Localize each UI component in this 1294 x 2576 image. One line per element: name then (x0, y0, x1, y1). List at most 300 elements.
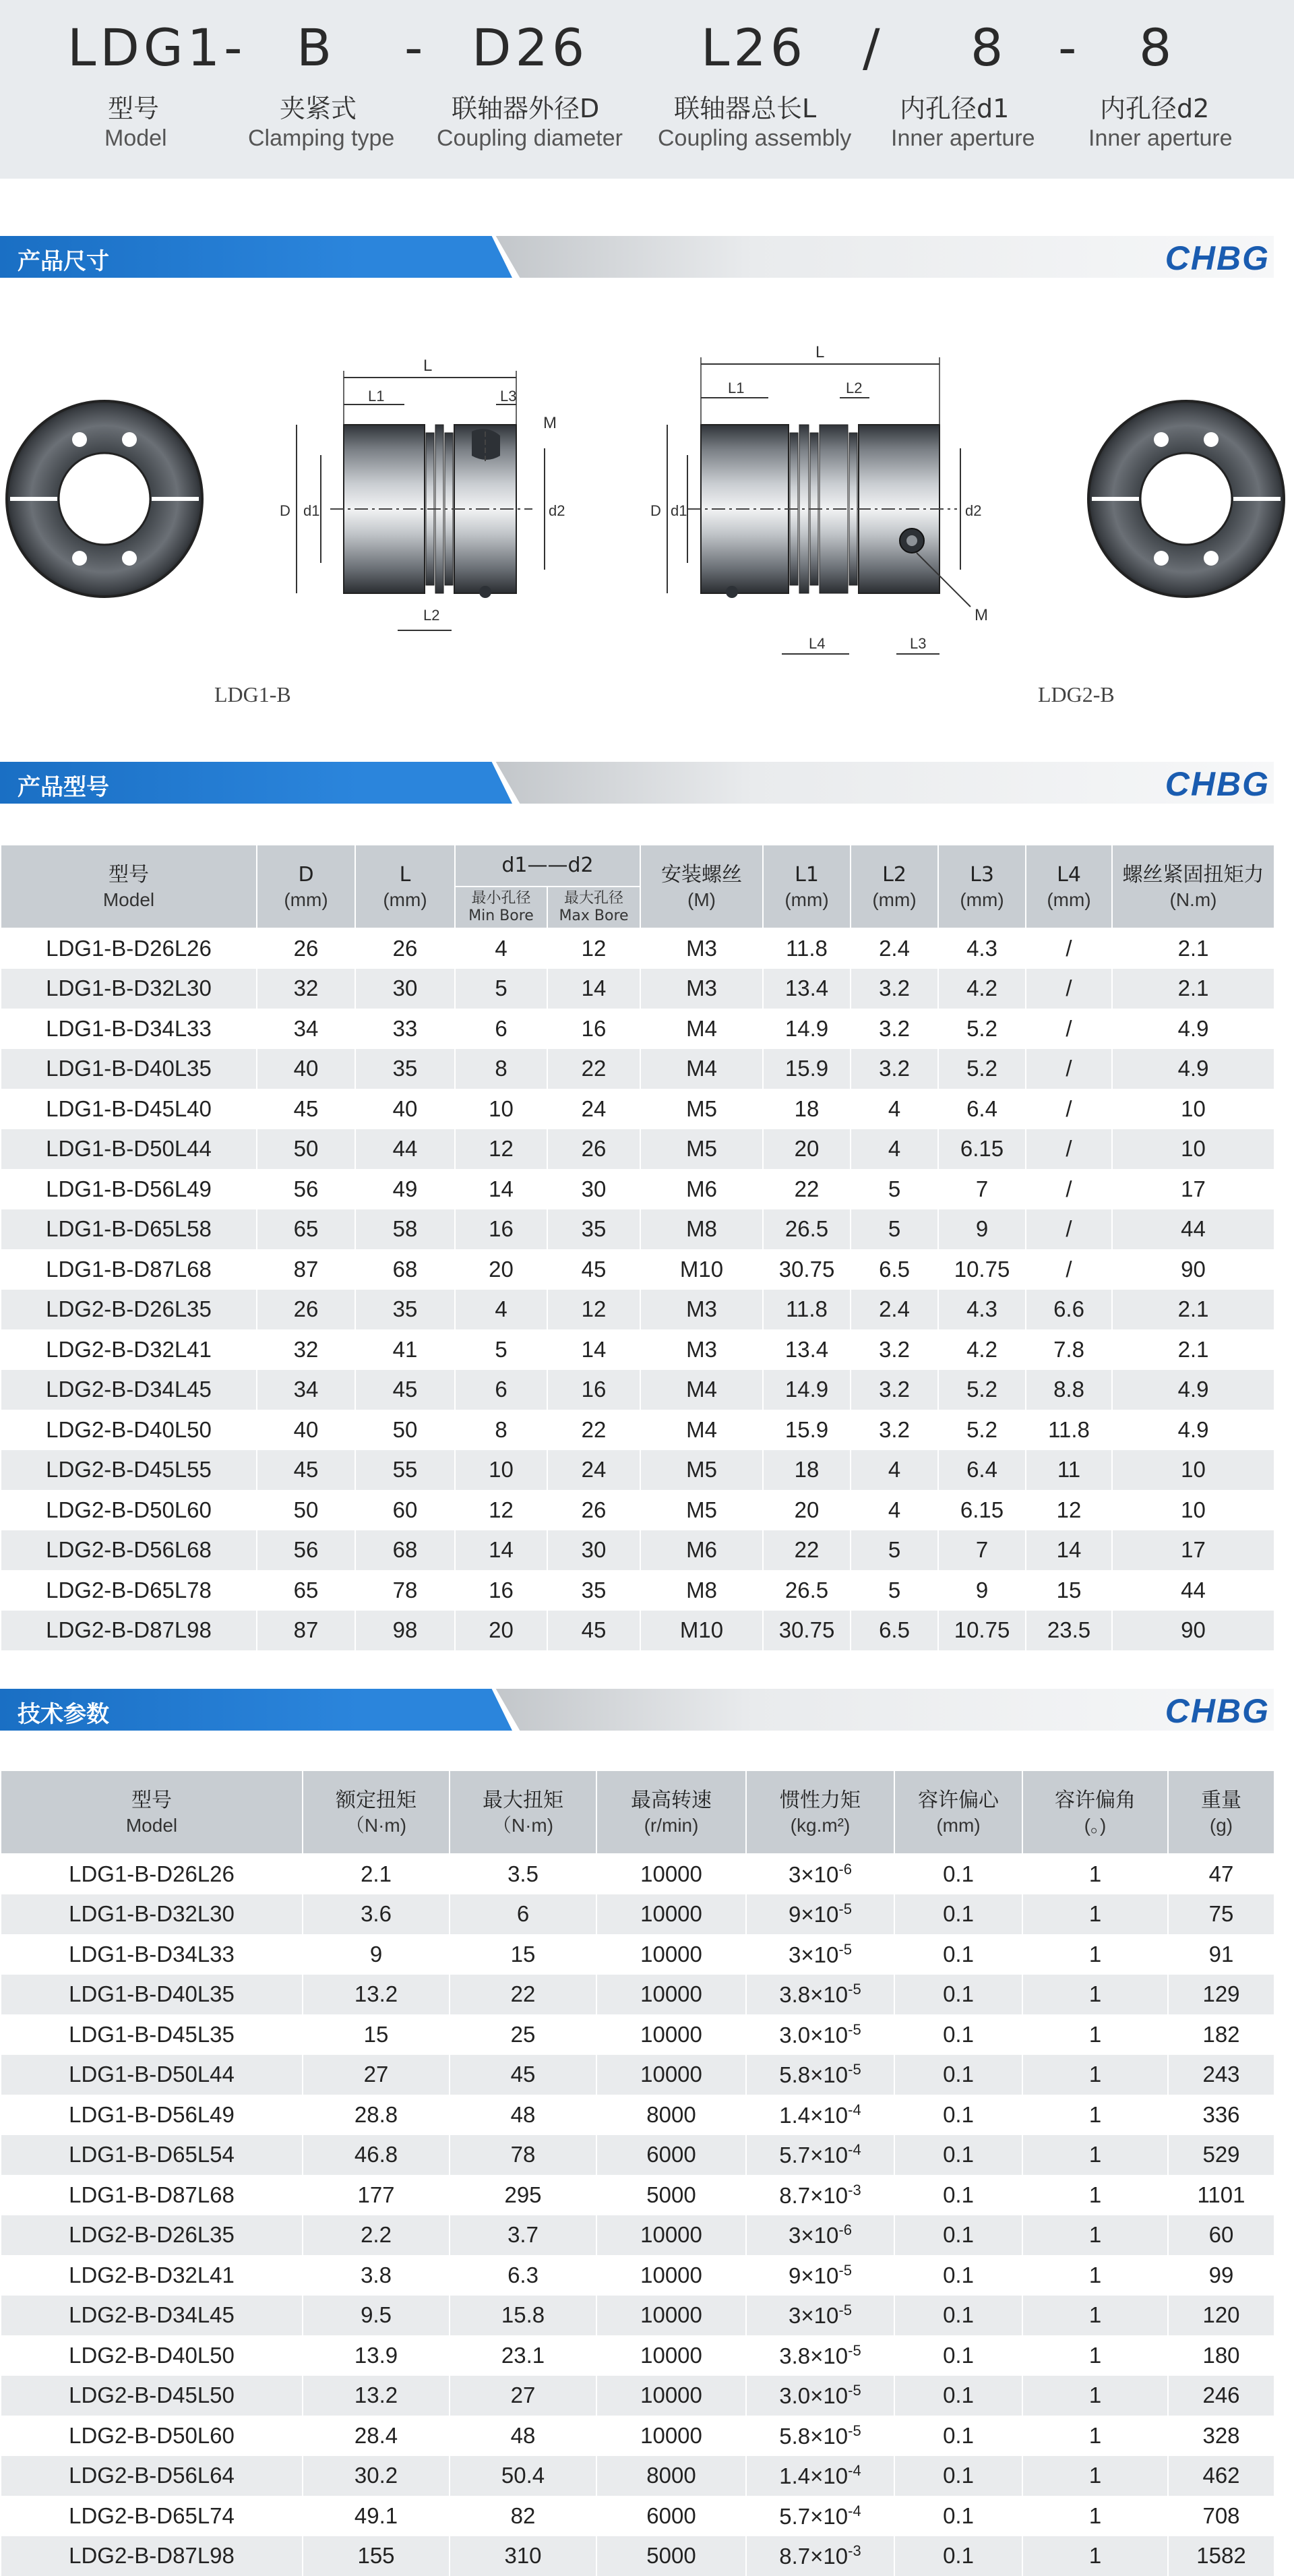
code-label-model: 型号 (108, 94, 160, 123)
cell-screw: M4 (640, 1049, 763, 1089)
inertia-exponent: -5 (848, 2341, 861, 2359)
cell-model: LDG1-B-D87L68 (1, 1249, 257, 1290)
dim-label-L4-right: L4 (809, 635, 826, 652)
cell-screw: M5 (640, 1129, 763, 1170)
cell-rated-torque: 27 (303, 2055, 450, 2095)
table-row (1, 2014, 1274, 2055)
th-rated-torque: 额定扭矩 （N·m) (303, 1770, 450, 1854)
cell-eccentricity: 0.1 (894, 2335, 1022, 2376)
cell-model: LDG1-B-D87L68 (1, 2175, 303, 2215)
th-max-torque: 最大扭矩 （N·m) (450, 1770, 596, 1854)
cell-L2: 2.4 (851, 928, 938, 969)
inertia-exponent: -4 (848, 2462, 861, 2480)
table-row (1, 2215, 1274, 2256)
dim-label-L3-left: L3 (500, 388, 517, 405)
cell-L: 50 (355, 1410, 455, 1450)
cell-eccentricity: 0.1 (894, 1854, 1022, 1894)
cell-L3: 5.2 (938, 1370, 1026, 1410)
cell-max-torque: 45 (450, 2055, 596, 2095)
cell-max-bore: 24 (547, 1089, 640, 1129)
cell-L: 68 (355, 1249, 455, 1290)
table-row (1, 1410, 1274, 1450)
cell-max-torque: 15 (450, 1934, 596, 1975)
table-row (1, 1169, 1274, 1209)
cell-min-bore: 6 (455, 1370, 547, 1410)
cell-weight: 1101 (1168, 2175, 1274, 2215)
cell-rated-torque: 13.2 (303, 2376, 450, 2416)
cell-eccentricity: 0.1 (894, 2496, 1022, 2536)
section-title-dimensions: 产品尺寸 (18, 248, 109, 275)
cell-inertia (746, 1934, 894, 1975)
cell-model: LDG2-B-D34L45 (1, 1370, 257, 1410)
caption-ldg1: LDG1-B (214, 682, 291, 707)
cell-rated-torque: 9.5 (303, 2296, 450, 2336)
cell-weight: 708 (1168, 2496, 1274, 2536)
cell-D: 34 (257, 1009, 355, 1049)
cell-rated-torque: 15 (303, 2014, 450, 2055)
cell-L1: 11.8 (763, 928, 851, 969)
cell-eccentricity: 0.1 (894, 2215, 1022, 2256)
cell-max-speed: 8000 (596, 2456, 746, 2496)
section-bar-models (0, 762, 1294, 806)
table-row (1, 1490, 1274, 1530)
cell-model: LDG2-B-D50L60 (1, 1490, 257, 1530)
cell-L2: 3.2 (851, 1009, 938, 1049)
table-row (1, 2496, 1274, 2536)
cell-angle: 1 (1022, 2175, 1168, 2215)
cell-model: LDG1-B-D45L35 (1, 2014, 303, 2055)
cell-L: 26 (355, 928, 455, 969)
cell-max-bore: 30 (547, 1169, 640, 1209)
cell-screw: M8 (640, 1209, 763, 1250)
cell-rated-torque: 9 (303, 1934, 450, 1975)
cell-torque: 44 (1112, 1209, 1274, 1250)
table-row (1, 1009, 1274, 1049)
cell-max-speed: 6000 (596, 2496, 746, 2536)
cell-max-bore: 30 (547, 1530, 640, 1571)
cell-L4: / (1026, 1129, 1112, 1170)
cell-rated-torque: 3.8 (303, 2255, 450, 2296)
inertia-base: 5.8×10 (779, 2062, 849, 2088)
cell-L1: 13.4 (763, 1329, 851, 1370)
cell-L1: 13.4 (763, 969, 851, 1009)
cell-model: LDG2-B-D56L64 (1, 2456, 303, 2496)
inertia-base: 9×10 (789, 1902, 839, 1927)
cell-weight: 75 (1168, 1894, 1274, 1935)
cell-rated-torque: 2.1 (303, 1854, 450, 1894)
cell-torque: 10 (1112, 1089, 1274, 1129)
cell-min-bore: 12 (455, 1129, 547, 1170)
dim-label-L1-left: L1 (368, 388, 385, 405)
cell-screw: M8 (640, 1570, 763, 1611)
dim-label-M-right: M (975, 606, 988, 624)
cell-model: LDG2-B-D50L60 (1, 2416, 303, 2456)
cell-L4: 11 (1026, 1450, 1112, 1491)
cell-eccentricity: 0.1 (894, 2296, 1022, 2336)
cell-rated-torque: 49.1 (303, 2496, 450, 2536)
cell-max-speed: 10000 (596, 2296, 746, 2336)
cell-L4: / (1026, 1249, 1112, 1290)
cell-max-speed: 10000 (596, 1894, 746, 1935)
cell-L4: 8.8 (1026, 1370, 1112, 1410)
cell-L2: 4 (851, 1089, 938, 1129)
cell-angle: 1 (1022, 1894, 1168, 1935)
cell-max-bore: 16 (547, 1370, 640, 1410)
cell-L4: / (1026, 928, 1112, 969)
cell-max-speed: 10000 (596, 2416, 746, 2456)
table-row (1, 2416, 1274, 2456)
cell-max-bore: 22 (547, 1410, 640, 1450)
cell-L1: 26.5 (763, 1209, 851, 1250)
dim-label-D-right: D (650, 502, 661, 519)
cell-max-bore: 26 (547, 1129, 640, 1170)
cell-model: LDG2-B-D65L74 (1, 2496, 303, 2536)
th-screw: 安装螺丝 (M) (640, 845, 763, 928)
cell-D: 56 (257, 1169, 355, 1209)
cell-weight: 120 (1168, 2296, 1274, 2336)
cell-L2: 5 (851, 1209, 938, 1250)
cell-L3: 6.15 (938, 1490, 1026, 1530)
cell-max-speed: 10000 (596, 2014, 746, 2055)
code-part-dash: - (404, 18, 427, 78)
cell-L1: 20 (763, 1129, 851, 1170)
cell-model: LDG1-B-D65L54 (1, 2135, 303, 2176)
inertia-base: 1.4×10 (779, 2102, 849, 2128)
cell-max-torque: 27 (450, 2376, 596, 2416)
cell-D: 50 (257, 1129, 355, 1170)
cell-L3: 7 (938, 1530, 1026, 1571)
cell-L1: 20 (763, 1490, 851, 1530)
cell-min-bore: 4 (455, 1290, 547, 1330)
cell-L4: / (1026, 1209, 1112, 1250)
th-L1: L1 (mm) (763, 845, 851, 928)
cell-max-torque: 78 (450, 2135, 596, 2176)
table-row (1, 1934, 1274, 1975)
cell-min-bore: 5 (455, 969, 547, 1009)
cell-max-speed: 6000 (596, 2135, 746, 2176)
cell-torque: 90 (1112, 1249, 1274, 1290)
dim-label-L2-right: L2 (846, 380, 863, 396)
cell-screw: M4 (640, 1410, 763, 1450)
dim-label-L-right: L (815, 343, 825, 361)
cell-inertia (746, 2215, 894, 2256)
code-label-clamp-en: Clamping type (248, 125, 395, 151)
cell-max-bore: 45 (547, 1249, 640, 1290)
cell-L: 35 (355, 1049, 455, 1089)
table-row (1, 1854, 1274, 1894)
cell-max-bore: 35 (547, 1570, 640, 1611)
cell-max-speed: 10000 (596, 2215, 746, 2256)
cell-model: LDG2-B-D45L50 (1, 2376, 303, 2416)
inertia-base: 8.7×10 (779, 2182, 849, 2208)
cell-max-bore: 12 (547, 1290, 640, 1330)
cell-screw: M4 (640, 1009, 763, 1049)
cell-torque: 10 (1112, 1450, 1274, 1491)
th-L3: L3 (mm) (938, 845, 1026, 928)
cell-model: LDG2-B-D87L98 (1, 1611, 257, 1651)
cell-L3: 5.2 (938, 1410, 1026, 1450)
brand-logo: CHBG (1165, 1692, 1270, 1730)
cell-L1: 11.8 (763, 1290, 851, 1330)
cell-angle: 1 (1022, 2296, 1168, 2336)
table-row (1, 1894, 1274, 1935)
cell-rated-torque: 155 (303, 2536, 450, 2576)
inertia-exponent: -5 (848, 2382, 861, 2399)
inertia-exponent: -3 (848, 2181, 861, 2198)
cell-L4: 12 (1026, 1490, 1112, 1530)
table-row (1, 2376, 1274, 2416)
cell-model: LDG2-B-D26L35 (1, 1290, 257, 1330)
cell-weight: 180 (1168, 2335, 1274, 2376)
th-model: 型号 Model (1, 1770, 303, 1854)
cell-max-torque: 6.3 (450, 2255, 596, 2296)
code-label-d2-en: Inner aperture (1088, 125, 1233, 151)
cell-eccentricity: 0.1 (894, 2135, 1022, 2176)
code-label-d2: 内孔径d2 (1100, 94, 1210, 123)
cell-L1: 26.5 (763, 1570, 851, 1611)
cell-min-bore: 16 (455, 1570, 547, 1611)
dim-label-d1-left: d1 (303, 502, 320, 519)
cell-inertia (746, 1854, 894, 1894)
cell-max-speed: 8000 (596, 2095, 746, 2135)
cell-L1: 14.9 (763, 1370, 851, 1410)
table-row (1, 1290, 1274, 1330)
code-label-d1-en: Inner aperture (891, 125, 1035, 151)
table-row (1, 2135, 1274, 2176)
cell-L: 98 (355, 1611, 455, 1651)
cell-L4: / (1026, 1049, 1112, 1089)
cell-eccentricity: 0.1 (894, 2456, 1022, 2496)
cell-L: 35 (355, 1290, 455, 1330)
inertia-exponent: -5 (848, 2061, 861, 2078)
inertia-exponent: -5 (848, 2020, 861, 2038)
cell-screw: M10 (640, 1249, 763, 1290)
cell-min-bore: 20 (455, 1249, 547, 1290)
cell-max-torque: 48 (450, 2416, 596, 2456)
cell-max-torque: 25 (450, 2014, 596, 2055)
cell-weight: 336 (1168, 2095, 1274, 2135)
section-bar-dimensions (0, 236, 1294, 280)
cell-L: 45 (355, 1370, 455, 1410)
cell-max-torque: 82 (450, 2496, 596, 2536)
cell-torque: 2.1 (1112, 1329, 1274, 1370)
dim-label-L1-right: L1 (728, 380, 745, 396)
table-row (1, 2335, 1274, 2376)
cell-screw: M3 (640, 928, 763, 969)
th-L2: L2 (mm) (851, 845, 938, 928)
cell-L3: 9 (938, 1209, 1026, 1250)
inertia-exponent: -4 (848, 2141, 861, 2159)
cell-max-torque: 310 (450, 2536, 596, 2576)
table-row (1, 2296, 1274, 2336)
table-row (1, 2456, 1274, 2496)
cell-inertia (746, 2296, 894, 2336)
cell-screw: M6 (640, 1169, 763, 1209)
coupling-drawing (0, 290, 1294, 728)
inertia-exponent: -5 (838, 1940, 852, 1958)
cell-model: LDG2-B-D26L35 (1, 2215, 303, 2256)
cell-weight: 243 (1168, 2055, 1274, 2095)
cell-model: LDG1-B-D40L35 (1, 1049, 257, 1089)
cell-angle: 1 (1022, 1854, 1168, 1894)
cell-L3: 4.2 (938, 969, 1026, 1009)
inertia-base: 3×10 (789, 2303, 839, 2329)
cell-L: 60 (355, 1490, 455, 1530)
cell-eccentricity: 0.1 (894, 2055, 1022, 2095)
table-row (1, 2055, 1274, 2095)
code-label-length: 联轴器总长L (674, 94, 817, 123)
cell-L4: 11.8 (1026, 1410, 1112, 1450)
cell-max-torque: 15.8 (450, 2296, 596, 2336)
th-eccentricity: 容许偏心 (mm) (894, 1770, 1022, 1854)
inertia-exponent: -5 (848, 2422, 861, 2439)
inertia-exponent: -6 (838, 2221, 852, 2239)
cell-L1: 30.75 (763, 1611, 851, 1651)
cell-L2: 6.5 (851, 1249, 938, 1290)
cell-L4: 7.8 (1026, 1329, 1112, 1370)
cell-L1: 15.9 (763, 1410, 851, 1450)
cell-angle: 1 (1022, 2215, 1168, 2256)
cell-max-bore: 12 (547, 928, 640, 969)
side-view-ldg2 (650, 343, 988, 654)
cell-inertia (746, 2376, 894, 2416)
cell-model: LDG1-B-D32L30 (1, 1894, 303, 1935)
cell-max-bore: 35 (547, 1209, 640, 1250)
cell-L2: 3.2 (851, 969, 938, 1009)
inertia-base: 3×10 (789, 1862, 839, 1888)
th-max-speed: 最高转速 (r/min) (596, 1770, 746, 1854)
cell-max-torque: 50.4 (450, 2456, 596, 2496)
cell-max-torque: 48 (450, 2095, 596, 2135)
cell-max-speed: 10000 (596, 1934, 746, 1975)
cell-L: 68 (355, 1530, 455, 1571)
cell-min-bore: 20 (455, 1611, 547, 1651)
cell-weight: 1582 (1168, 2536, 1274, 2576)
cell-inertia (746, 1894, 894, 1935)
cell-eccentricity: 0.1 (894, 1934, 1022, 1975)
cell-model: LDG1-B-D65L58 (1, 1209, 257, 1250)
brand-logo: CHBG (1165, 765, 1270, 803)
cell-L1: 30.75 (763, 1249, 851, 1290)
cell-min-bore: 6 (455, 1009, 547, 1049)
inertia-base: 3.8×10 (779, 2343, 849, 2368)
cell-D: 40 (257, 1049, 355, 1089)
inertia-exponent: -5 (838, 1900, 852, 1918)
cell-min-bore: 14 (455, 1530, 547, 1571)
cell-L: 58 (355, 1209, 455, 1250)
cell-max-torque: 6 (450, 1894, 596, 1935)
cell-D: 56 (257, 1530, 355, 1571)
cell-L4: / (1026, 1089, 1112, 1129)
cell-min-bore: 4 (455, 928, 547, 969)
th-L4: L4 (mm) (1026, 845, 1112, 928)
cell-D: 40 (257, 1410, 355, 1450)
cell-model: LDG1-B-D40L35 (1, 1975, 303, 2015)
cell-L: 55 (355, 1450, 455, 1491)
th-max-bore: 最大孔径 Max Bore (547, 887, 640, 928)
cell-L2: 2.4 (851, 1290, 938, 1330)
table-row (1, 2175, 1274, 2215)
cell-max-bore: 24 (547, 1450, 640, 1491)
end-view-right (1088, 401, 1284, 597)
th-angle: 容许偏角 (。) (1022, 1770, 1168, 1854)
cell-max-torque: 3.5 (450, 1854, 596, 1894)
cell-angle: 1 (1022, 2376, 1168, 2416)
cell-model: LDG1-B-D56L49 (1, 2095, 303, 2135)
cell-angle: 1 (1022, 2456, 1168, 2496)
th-inertia: 惯性力矩 (kg.m²) (746, 1770, 894, 1854)
cell-L3: 5.2 (938, 1049, 1026, 1089)
table-row (1, 1975, 1274, 2015)
cell-rated-torque: 28.8 (303, 2095, 450, 2135)
cell-torque: 4.9 (1112, 1049, 1274, 1089)
table-row (1, 1089, 1274, 1129)
cell-rated-torque: 30.2 (303, 2456, 450, 2496)
cell-L3: 6.4 (938, 1089, 1026, 1129)
cell-angle: 1 (1022, 2416, 1168, 2456)
th-min-bore: 最小孔径 Min Bore (455, 887, 547, 928)
th-D: D (mm) (257, 845, 355, 928)
side-view-ldg1 (280, 357, 565, 630)
code-label-d1: 内孔径d1 (900, 94, 1010, 123)
cell-L3: 10.75 (938, 1611, 1026, 1651)
cell-inertia (746, 2095, 894, 2135)
cell-weight: 99 (1168, 2255, 1274, 2296)
cell-max-bore: 16 (547, 1009, 640, 1049)
cell-L: 49 (355, 1169, 455, 1209)
cell-inertia (746, 2416, 894, 2456)
cell-torque: 2.1 (1112, 969, 1274, 1009)
cell-model: LDG2-B-D65L78 (1, 1570, 257, 1611)
cell-torque: 10 (1112, 1490, 1274, 1530)
code-part-d1: 8 (970, 18, 1008, 78)
cell-L: 44 (355, 1129, 455, 1170)
cell-L2: 4 (851, 1490, 938, 1530)
cell-L: 78 (355, 1570, 455, 1611)
cell-D: 65 (257, 1570, 355, 1611)
cell-weight: 91 (1168, 1934, 1274, 1975)
code-label-model-en: Model (104, 125, 167, 151)
cell-rated-torque: 2.2 (303, 2215, 450, 2256)
table-row (1, 1329, 1274, 1370)
dim-label-L3-right: L3 (910, 635, 927, 652)
dim-label-L-left: L (423, 357, 433, 375)
table-row (1, 1049, 1274, 1089)
cell-L2: 5 (851, 1169, 938, 1209)
inertia-base: 3×10 (789, 2223, 839, 2248)
section-title-models: 产品型号 (18, 774, 109, 801)
cell-model: LDG1-B-D26L26 (1, 928, 257, 969)
th-weight: 重量 (g) (1168, 1770, 1274, 1854)
cell-eccentricity: 0.1 (894, 2014, 1022, 2055)
cell-weight: 182 (1168, 2014, 1274, 2055)
cell-max-torque: 22 (450, 1975, 596, 2015)
inertia-exponent: -4 (848, 2502, 861, 2519)
cell-L4: 23.5 (1026, 1611, 1112, 1651)
cell-D: 26 (257, 928, 355, 969)
dim-label-M-left: M (543, 414, 557, 432)
cell-torque: 17 (1112, 1530, 1274, 1571)
cell-angle: 1 (1022, 1934, 1168, 1975)
cell-model: LDG2-B-D34L45 (1, 2296, 303, 2336)
model-code-header (0, 0, 1294, 179)
cell-min-bore: 16 (455, 1209, 547, 1250)
inertia-base: 5.7×10 (779, 2143, 849, 2168)
cell-L2: 4 (851, 1129, 938, 1170)
table-row (1, 1450, 1274, 1491)
table-row (1, 1249, 1274, 1290)
code-part-series: LDG1- (67, 18, 247, 78)
